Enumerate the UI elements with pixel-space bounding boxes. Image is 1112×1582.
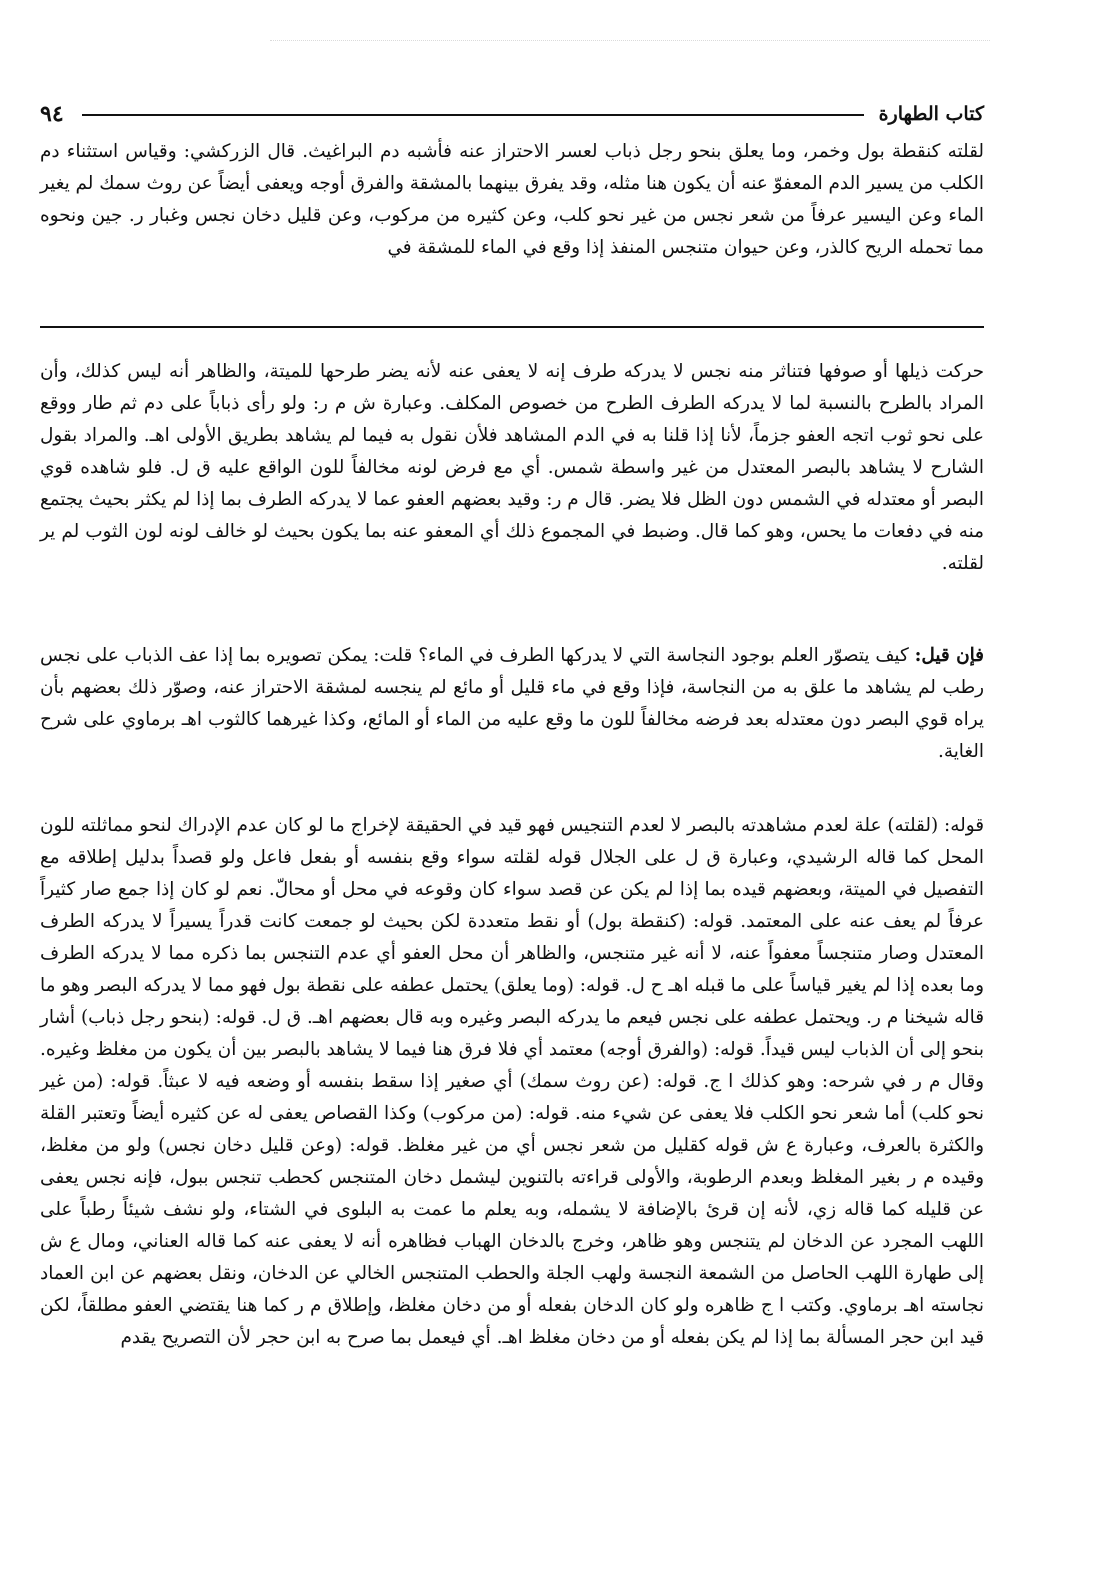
header-rule [82, 114, 864, 116]
footnote-separator [40, 326, 984, 328]
main-text: لقلته كنقطة بول وخمر، وما يعلق بنحو رجل ذباب لعسر الاحتراز عنه فأشبه دم البراغيث. قال الزركشي: وقياس استثناء دم الكلب من يسير الدم المعفوّ عنه أن يكون هنا مثله، وقد يفرق بينهما بالمشقة والفرق أوجه ويعفى أيضاً عن روث سمك لم يغير الماء وعن اليسير عرفاً من شعر نجس من غير نحو كلب، وعن كثيره من مركوب، وعن قليل دخان نجس وغبار ر. جين ونحوه مما تحمله الريح كالذر، وعن حيوان متنجس المنفذ إذا وقع في الماء للمشقة في [40, 141, 984, 258]
commentary-paragraph-2 [40, 640, 984, 768]
page-number: ٩٤ [40, 101, 64, 127]
running-header [40, 100, 984, 130]
book-title: كتاب الطهارة [878, 103, 984, 125]
commentary-paragraph-3: قوله: (لقلته) علة لعدم مشاهدته بالبصر لا لعدم التنجيس فهو قيد في الحقيقة لإخراج ما لو كان عدم الإدراك لنحو مماثلته للون المحل كما قاله الرشيدي، وعبارة ق ل على الجلال قوله لقلته سواء وقع بنفسه أو بفعل فاعل ولو قصداً بدليل إطلاقه مع التفصيل في الميتة، وبعضهم قيده بما إذا لم يكن عن قصد سواء كان وقوعه في محل أو محالّ. نعم لو كان إذا جمع صار كثيراً عرفاً لم يعف عنه على المعتمد. قوله: (كنقطة بول) أو نقط متعددة لكن بحيث لو جمعت كانت قدراً يسيراً لا يدركه الطرف المعتدل وصار متنجساً معفواً عنه، لا أنه غير متنجس، والظاهر أن محل العفو أي عدم التنجس بما ذكره مما لا يدركه الطرف وما بعده إذا لم يغير قياساً على ما قبله اهـ ح ل. قوله: (وما يعلق) يحتمل عطفه على نقطة بول فهو مما لا يدركه البصر وهو ما قاله شيخنا م ر. ويحتمل عطفه على نجس فيعم ما يدركه البصر وغيره وبه قال بعضهم اهـ. ق ل. قوله: (بنحو رجل ذباب) أشار بنحو إلى أن الذباب ليس قيداً. قوله: (والفرق أوجه) معتمد أي فلا فرق هنا فيما لا يشاهد بالبصر بين أن يكون من مغلظ وغيره. وقال م ر في شرحه: وهو كذلك ا ج. قوله: (عن روث سمك) أي صغير إذا سقط بنفسه أو وضعه فيه لا عبثاً. قوله: (من غير نحو كلب) أما شعر نحو الكلب فلا يعفى عن شيء منه. قوله: (من مركوب) وكذا القصاص يعفى له عن كثيره أيضاً وتعتبر القلة والكثرة بالعرف، وعبارة ع ش قوله كقليل من شعر نجس أي من غير مغلظ. قوله: (وعن قليل دخان نجس) ولو من مغلظ، وقيده م ر بغير المغلظ وبعدم الرطوبة، والأولى قراءته بالتنوين ليشمل دخان المتنجس كحطب تنجس ببول، فإنه نجس يعفى عن قليله كما قاله زي، لأنه إن قرئ بالإضافة لا يشمله، وبه يعلم ما عمت به البلوى في الشتاء، ولو نشف شيئاً رطباً على اللهب المجرد عن الدخان لم يتنجس وهو ظاهر، وخرج بالدخان الهباب فظاهره أنه لا يعفى عنه كما قاله العناني، ومال ع ش إلى طهارة اللهب الحاصل من الشمعة النجسة ولهب الجلة والحطب المتنجس الخالي عن الدخان، ونقل بعضهم عن ابن العماد نجاسته اهـ برماوي. وكتب ا ج ظاهره ولو كان الدخان بفعله أو من دخان مغلظ، وإطلاق م ر كما هنا يقتضي العفو مطلقاً، لكن قيد ابن حجر المسألة بما إذا لم يكن بفعله أو من دخان مغلظ اهـ. أي فيعمل بما صرح به ابن حجر لأن التصريح يقدم [40, 815, 984, 1348]
paragraph-2-body: كيف يتصوّر العلم بوجود النجاسة التي لا يدركها الطرف في الماء؟ قلت: يمكن تصويره بما إذا عف الذباب على نجس رطب لم يشاهد ما علق به من النجاسة، فإذا وقع في ماء قليل أو مائع لم ينجسه لمشقة الاحتراز عنه، وصوّر ذلك بعضهم بأن يراه قوي البصر دون معتدله بعد فرضه مخالفاً للون ما وقع عليه من الماء أو المائع، وكذا غيرهما كالثوب اهـ برماوي على شرح الغاية. [40, 645, 984, 762]
question-lead: فإن قيل: [914, 645, 984, 666]
commentary-paragraph-1: حركت ذيلها أو صوفها فتناثر منه نجس لا يدركه طرف إنه لا يعفى عنه لأنه يضر طرحها للميتة، والظاهر أنه ليس كذلك، وأن المراد بالطرح بالنسبة لما لا يدركه الطرف الطرح من خصوص المكلف. وعبارة ش م ر: ولو رأى ذباباً على دم ثم طار ووقع على نحو ثوب اتجه العفو جزماً، لأنا إذا قلنا به في الدم المشاهد فلأن نقول به فيما لم يشاهد بطريق الأولى اهـ. والمراد بقول الشارح لا يشاهد بالبصر المعتدل من غير واسطة شمس. أي مع فرض لونه مخالفاً للون الواقع عليه ق ل. فلو شاهده قوي البصر أو معتدله في الشمس دون الظل فلا يضر. قال م ر: وقيد بعضهم العفو عما لا يدركه الطرف بما إذا لم يكثر بحيث يجتمع منه في دفعات ما يحس، وهو كما قال. وضبط في المجموع ذلك أي المعفو عنه بما يكون بحيث لو خالف لونه لون الثوب لم ير لقلته. [40, 361, 984, 574]
page-top-edge [270, 40, 990, 51]
